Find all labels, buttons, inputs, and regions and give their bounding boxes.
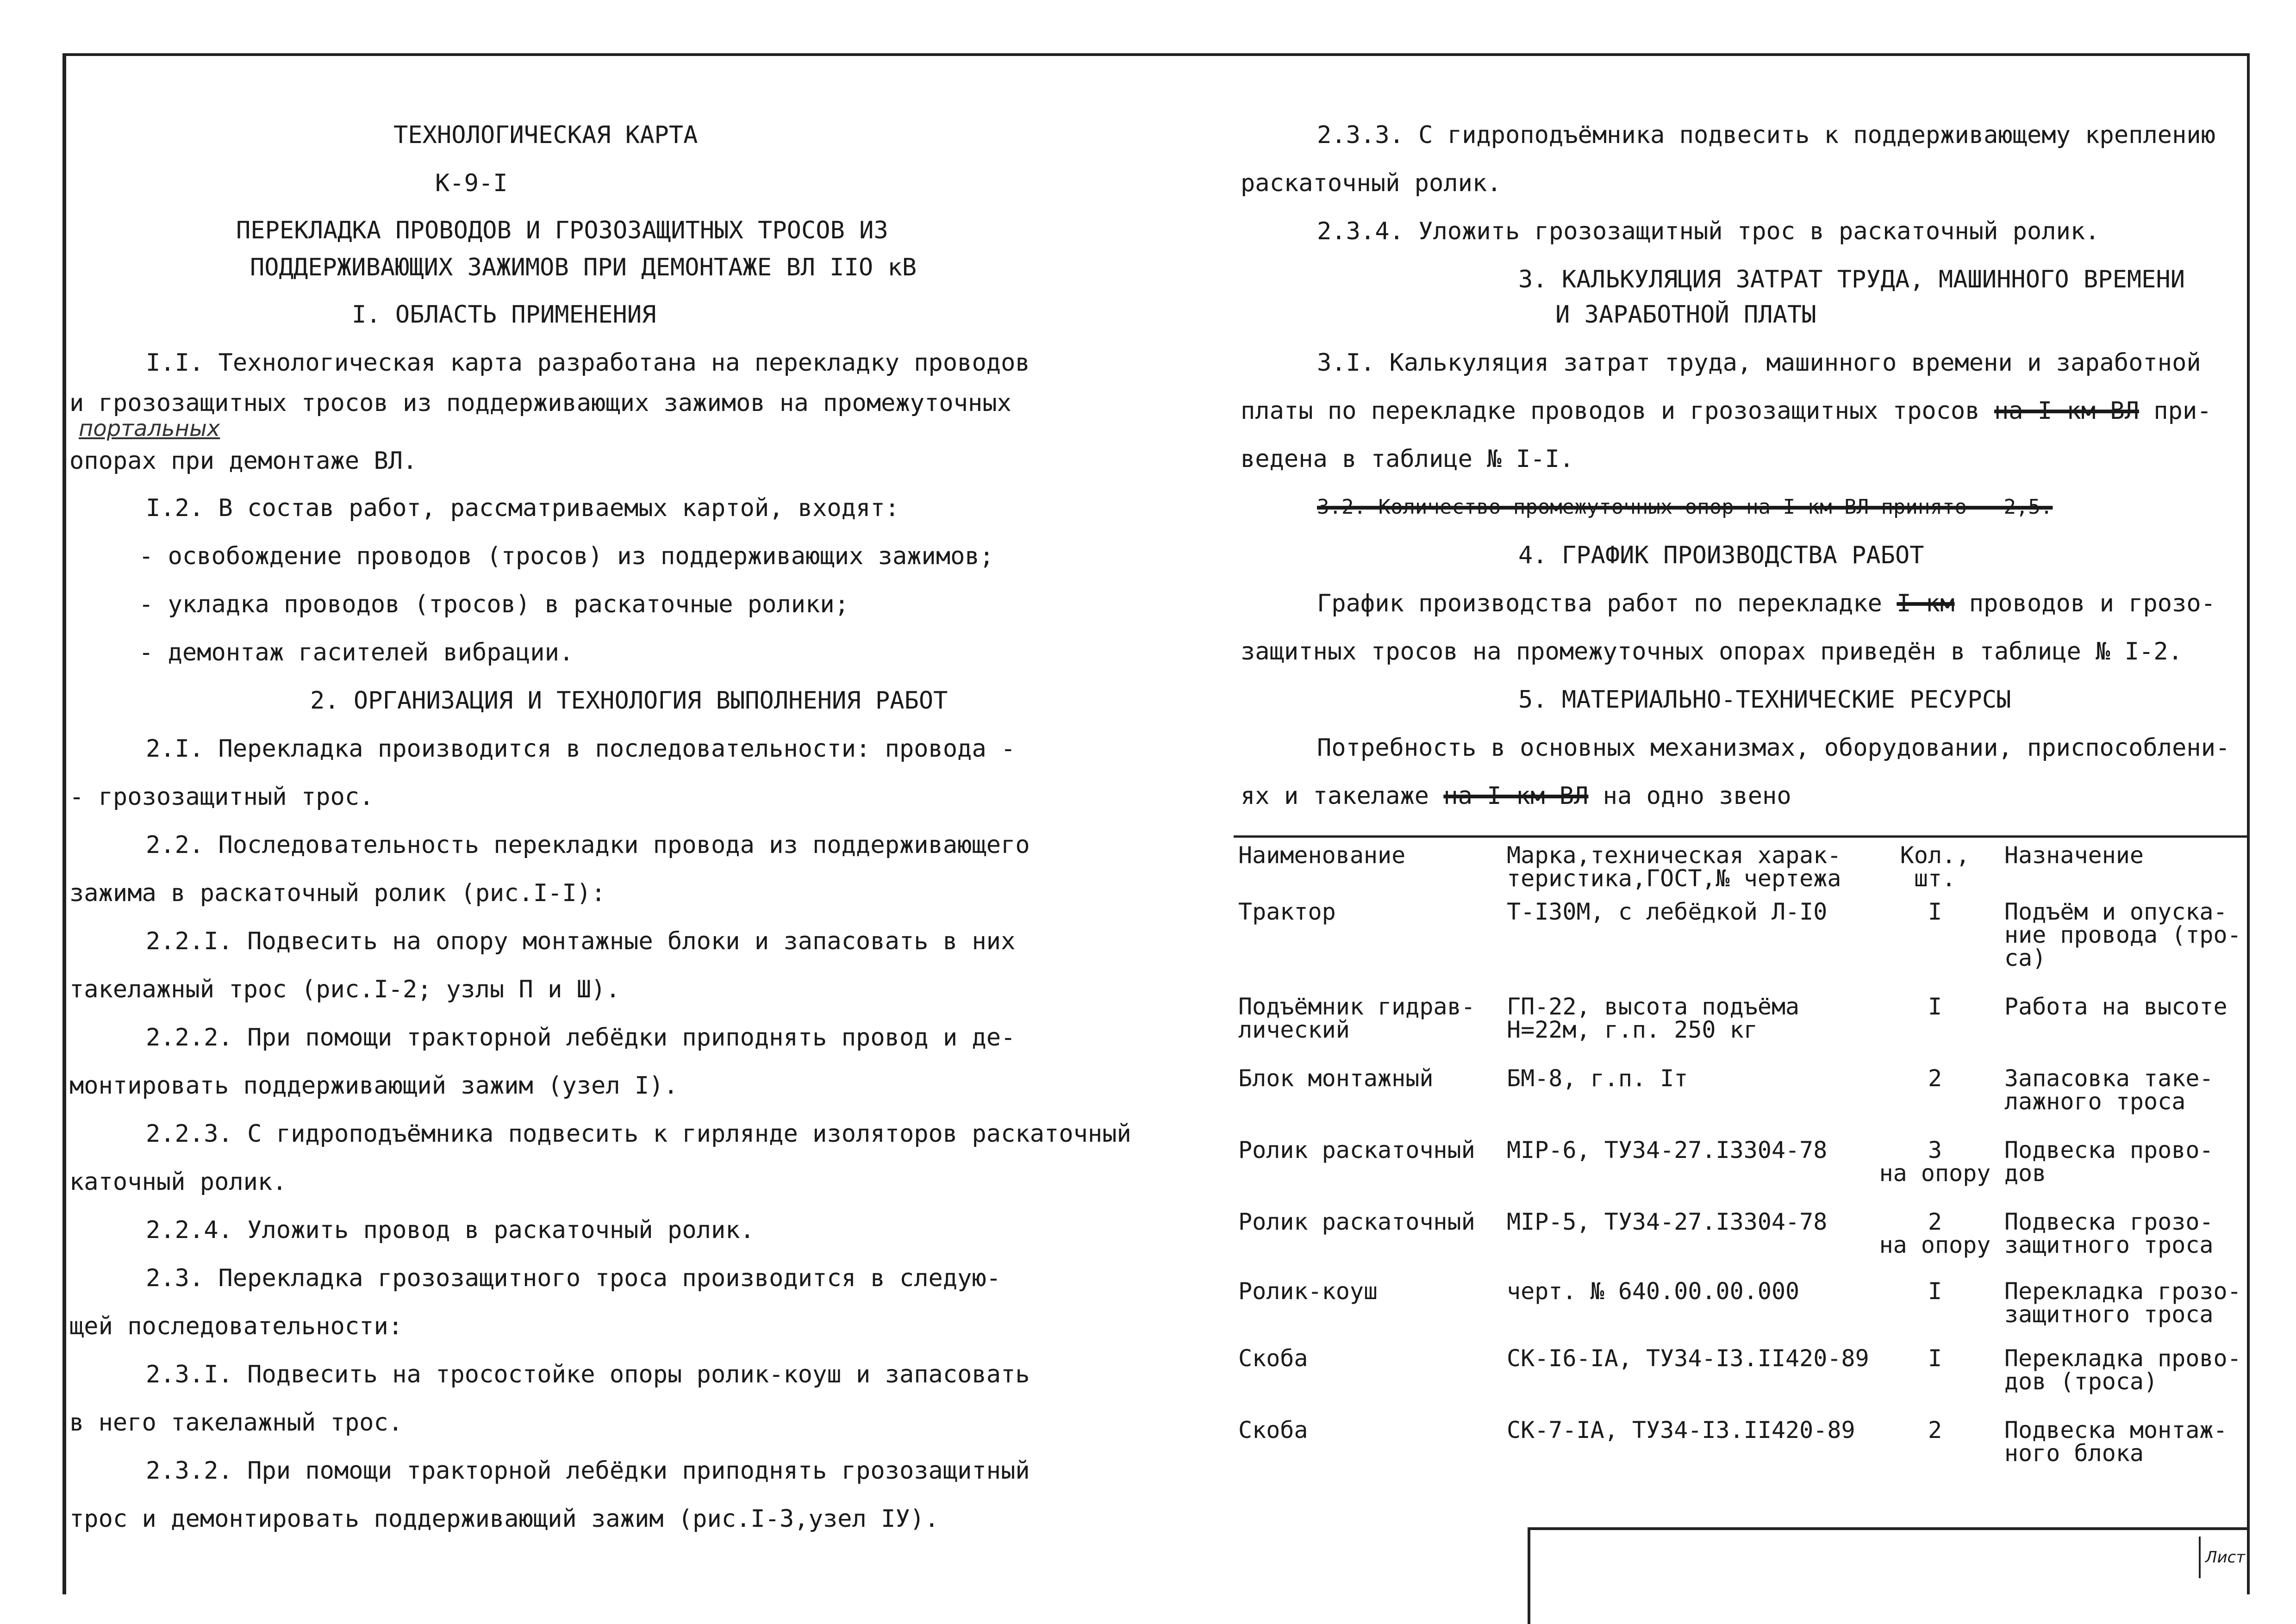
para-2-3-1-line-1: 2.3.I. Подвесить на тросостойке опоры ролик-коуш и запасовать: [146, 1361, 1030, 1388]
row-name: Ролик раскаточный: [1238, 1208, 1475, 1235]
right-column: [1241, 111, 2245, 820]
para-2-3-line-2: щей последовательности:: [69, 1313, 403, 1340]
table-top-rule: [1234, 835, 2250, 838]
doc-subtitle-1: ПЕРЕКЛАДКА ПРОВОДОВ И ГРОЗОЗАЩИТНЫХ ТРОСОВ ИЗ: [236, 217, 888, 244]
row-purpose: Перекладка прово- дов (троса): [2004, 1345, 2241, 1395]
row-qty: 2: [1928, 1417, 1942, 1444]
para-1-1-line-3: опорах при демонтаже ВЛ.: [69, 447, 418, 475]
row-spec: черт. № 640.00.00.000: [1507, 1278, 1800, 1305]
para-2-2-1-line-1: 2.2.I. Подвесить на опору монтажные блоки и запасовать в них: [146, 927, 1016, 955]
para-4-line-2: защитных тросов на промежуточных опорах приведён в таблице № I-2.: [1241, 638, 2183, 666]
para-1-1-line-1: I.I. Технологическая карта разработана на перекладку проводов: [146, 349, 1030, 377]
para-1-1-line-2: и грозозащитных тросов из поддерживающих зажимов на промежуточных: [69, 389, 1011, 417]
row-qty: 3 на опору: [1879, 1137, 1991, 1187]
section-4-title: 4. ГРАФИК ПРОИЗВОДСТВА РАБОТ: [1518, 541, 1924, 569]
struck-text-3: на I км ВЛ: [1443, 782, 1589, 810]
row-qty: 2: [1928, 1065, 1942, 1092]
section-5-title: 5. МАТЕРИАЛЬНО-ТЕХНИЧЕСКИЕ РЕСУРСЫ: [1518, 686, 2011, 714]
row-purpose: Подвеска грозо- защитного троса: [2004, 1208, 2214, 1258]
para-4-line-1: [1241, 579, 2245, 628]
para-2-3-line-1: 2.3. Перекладка грозозащитного троса производится в следую-: [146, 1264, 1001, 1292]
section-1-title: I. ОБЛАСТЬ ПРИМЕНЕНИЯ: [352, 301, 656, 329]
para-2-1-line-1: 2.I. Перекладка производится в последовательности: провода -: [146, 735, 1016, 763]
row-purpose: Подъём и опуска- ние провода (тро- са): [2004, 898, 2241, 971]
header-name: Наименование: [1238, 842, 1406, 869]
para-3-2-struck: 3.2. Количество промежуточных опор на I км ВЛ принято - 2,5.: [1317, 495, 2053, 519]
para-1-2: I.2. В состав работ, рассматриваемых картой, входят:: [146, 494, 899, 522]
para-3-1-text-a: платы по перекладке проводов и грозозащитных тросов: [1241, 397, 1994, 425]
bullet-3: - демонтаж гасителей вибрации.: [139, 639, 574, 666]
section-2-title: 2. ОРГАНИЗАЦИЯ И ТЕХНОЛОГИЯ ВЫПОЛНЕНИЯ РАБОТ: [310, 687, 948, 715]
row-name: Трактор: [1238, 898, 1336, 925]
bullet-1: - освобождение проводов (тросов) из поддерживающих зажимов;: [139, 542, 994, 570]
para-2-1-line-2: - грозозащитный трос.: [69, 783, 374, 811]
row-qty: I: [1928, 1345, 1942, 1372]
title-block-stamp: [1528, 1527, 2250, 1624]
section-3-title-2: И ЗАРАБОТНОЙ ПЛАТЫ: [1555, 301, 1816, 329]
section-3-title-1: 3. КАЛЬКУЛЯЦИЯ ЗАТРАТ ТРУДА, МАШИННОГО ВРЕМЕНИ: [1518, 266, 2185, 293]
row-spec: МIР-5, ТУ34-27.I3304-78: [1507, 1208, 1828, 1235]
para-5-line-2: [1241, 772, 2245, 820]
para-2-3-2-line-1: 2.3.2. При помощи тракторной лебёдки приподнять грозозащитный: [146, 1457, 1030, 1485]
para-3-1-line-2: [1241, 387, 2245, 435]
para-3-1-text-b: при-: [2139, 397, 2212, 425]
para-2-2-line-2: зажима в раскаточный ролик (рис.I-I):: [69, 879, 606, 907]
para-2-3-4: 2.3.4. Уложить грозозащитный трос в раскаточный ролик.: [1317, 218, 2100, 245]
para-2-2-line-1: 2.2. Последовательность перекладки провода из поддерживающего: [146, 831, 1030, 859]
row-name: Скоба: [1238, 1417, 1308, 1444]
para-4-text-b: проводов и грозо-: [1954, 590, 2216, 617]
row-purpose: Перекладка грозо- защитного троса: [2004, 1278, 2241, 1328]
para-2-2-4: 2.2.4. Уложить провод в раскаточный ролик.: [146, 1216, 755, 1244]
para-2-3-1-line-2: в него такелажный трос.: [69, 1409, 403, 1437]
row-spec: Т-I30М, с лебёдкой Л-I0: [1507, 898, 1828, 925]
struck-text-1: на I км ВЛ: [1994, 397, 2140, 425]
para-3-1-line-1: 3.I. Калькуляция затрат труда, машинного времени и заработной: [1317, 349, 2201, 377]
row-name: Ролик раскаточный: [1238, 1137, 1475, 1164]
header-spec: Марка,техническая харак- теристика,ГОСТ,№ чертежа: [1507, 842, 1841, 892]
struck-text-2: I км: [1897, 590, 1955, 617]
para-2-2-2-line-1: 2.2.2. При помощи тракторной лебёдки приподнять провод и де-: [146, 1024, 1016, 1052]
row-spec: СК-I6-IА, ТУ34-I3.II420-89: [1507, 1345, 1869, 1372]
row-purpose: Подвеска прово- дов: [2004, 1137, 2214, 1187]
doc-code: К-9-I: [435, 169, 508, 197]
row-qty: I: [1928, 898, 1942, 925]
row-spec: ГП-22, высота подъёма Н=22м, г.п. 250 кг: [1507, 993, 1800, 1043]
para-4-text-a: График производства работ по перекладке: [1317, 590, 1897, 617]
header-purpose: Назначение: [2004, 842, 2144, 869]
row-spec: МIР-6, ТУ34-27.I3304-78: [1507, 1137, 1828, 1164]
row-name: Ролик-коуш: [1238, 1278, 1378, 1305]
para-5-text-b: на одно звено: [1588, 782, 1791, 810]
para-2-3-3-line-1: 2.3.3. С гидроподъёмника подвесить к поддерживающему креплению: [1317, 121, 2216, 149]
row-purpose: Запасовка таке- лажного троса: [2004, 1065, 2214, 1115]
para-2-3-2-line-2: трос и демонтировать поддерживающий зажим (рис.I-3,узел IУ).: [69, 1505, 939, 1533]
row-name: Блок монтажный: [1238, 1065, 1434, 1092]
row-spec: БМ-8, г.п. Iт: [1507, 1065, 1688, 1092]
para-2-3-3-line-2: раскаточный ролик.: [1241, 169, 1502, 197]
para-5-line-1: Потребность в основных механизмах, оборудовании, приспособлени-: [1317, 734, 2230, 762]
sheet-label: Лист: [2199, 1537, 2250, 1578]
row-spec: СК-7-IА, ТУ34-I3.II420-89: [1507, 1417, 1855, 1444]
row-name: Скоба: [1238, 1345, 1308, 1372]
header-qty: Кол., шт.: [1900, 842, 1970, 892]
para-3-1-line-3: ведена в таблице № I-I.: [1241, 445, 1574, 473]
para-2-2-2-line-2: монтировать поддерживающий зажим (узел I).: [69, 1072, 678, 1100]
row-qty: I: [1928, 1278, 1942, 1305]
doc-title: ТЕХНОЛОГИЧЕСКАЯ КАРТА: [393, 121, 698, 149]
para-2-2-3-line-2: каточный ролик.: [69, 1168, 287, 1196]
bullet-2: - укладка проводов (тросов) в раскаточные ролики;: [139, 591, 849, 618]
row-purpose: Работа на высоте: [2004, 993, 2227, 1020]
doc-subtitle-2: ПОДДЕРЖИВАЮЩИХ ЗАЖИМОВ ПРИ ДЕМОНТАЖЕ ВЛ IIO кВ: [250, 254, 917, 281]
para-5-text-a: ях и такелаже: [1241, 782, 1444, 810]
row-qty: I: [1928, 993, 1942, 1020]
row-name: Подъёмник гидрав- лический: [1238, 993, 1475, 1043]
handwritten-insert: портальных: [79, 416, 220, 442]
left-column: [69, 111, 1131, 1543]
para-2-2-1-line-2: такелажный трос (рис.I-2; узлы П и Ш).: [69, 976, 620, 1003]
row-qty: 2 на опору: [1879, 1208, 1991, 1258]
para-2-2-3-line-1: 2.2.3. С гидроподъёмника подвесить к гирлянде изоляторов раскаточный: [146, 1120, 1131, 1148]
row-purpose: Подвеска монтаж- ного блока: [2004, 1417, 2227, 1467]
